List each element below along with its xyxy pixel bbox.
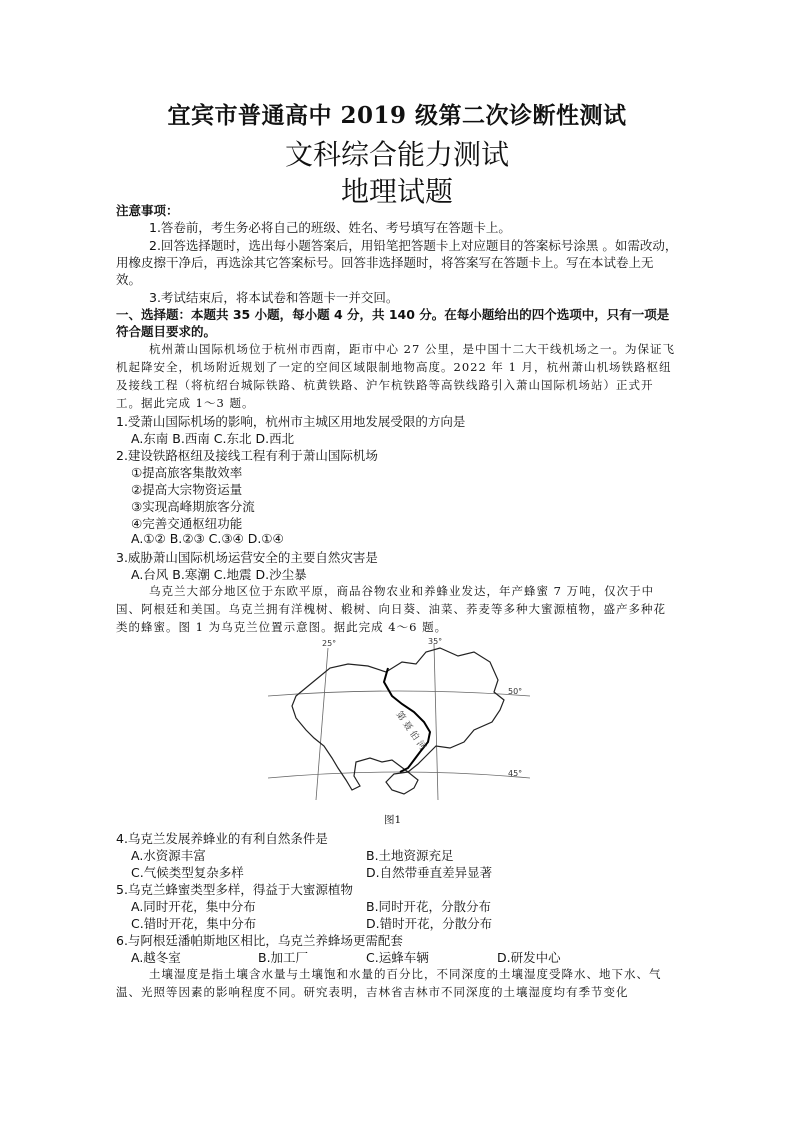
question-3-stem: 3.威胁萧山国际机场运营安全的主要自然灾害是	[116, 550, 378, 565]
lat-label: 45°	[508, 769, 523, 778]
question-6-option-a: A.越冬室	[131, 950, 181, 965]
question-4-option-d: D.自然带垂直差异显著	[366, 865, 493, 880]
question-6-stem: 6.与阿根廷潘帕斯地区相比，乌克兰养蜂场更需配套	[116, 933, 403, 948]
question-4-stem: 4.乌克兰发展养蜂业的有利自然条件是	[116, 831, 328, 846]
section-heading: 一、选择题：本题共 35 小题，每小题 4 分，共 140 分。在每小题给出的四个选项中，只有一项是符合题目要求的。	[116, 307, 670, 339]
question-6-option-b: B.加工厂	[258, 950, 309, 965]
note-item-2: 2.回答选择题时，选出每小题答案后，用铅笔把答题卡上对应题目的答案标号涂黑 。如需改动，用橡皮擦干净后，再选涂其它答案标号。回答非选择题时，将答案写在答题卡上。写在本试卷上无效。	[116, 238, 678, 287]
question-5-stem: 5.乌克兰蜂蜜类型多样，得益于大蜜源植物	[116, 882, 353, 897]
crimea-outline	[386, 772, 418, 794]
question-2-item: ②提高大宗物资运量	[131, 482, 243, 497]
figure-caption: 图1	[384, 814, 402, 826]
question-2-item: ③实现高峰期旅客分流	[131, 499, 255, 514]
ukraine-location-map	[268, 638, 530, 803]
question-3-options: A.台风 B.寒潮 C.地震 D.沙尘暴	[131, 567, 307, 582]
exam-subtitle: 文科综合能力测试	[284, 138, 509, 171]
passage-2: 乌克兰大部分地区位于东欧平原，商品谷物农业和养蜂业发达，年产蜂蜜 7 万吨，仅次于中国、阿根廷和美国。乌克兰拥有洋槐树、椴树、向日葵、油菜、荞麦等多种大蜜源植物，盛产多种花类的蜂蜜。图 1 为乌克兰位置示意图。据此完成 4～6 题。	[116, 584, 666, 634]
question-5-option-b: B.同时开花，分散分布	[366, 899, 492, 914]
lat-label: 50°	[508, 687, 523, 696]
subject-title: 地理试题	[340, 175, 453, 208]
notes-heading: 注意事项：	[116, 203, 179, 218]
passage-3: 土壤湿度是指土壤含水量与土壤饱和水量的百分比，不同深度的土壤湿度受降水、地下水、气温、光照等因素的影响程度不同。研究表明，吉林省吉林市不同深度的土壤湿度均有季节变化	[116, 967, 662, 999]
question-2-stem: 2.建设铁路枢纽及接线工程有利于萧山国际机场	[116, 448, 378, 463]
question-2-item: ④完善交通枢纽功能	[131, 516, 243, 531]
question-4-option-c: C.气候类型复杂多样	[131, 865, 244, 880]
note-item-3: 3.考试结束后，将本试卷和答题卡一并交回。	[149, 290, 399, 305]
question-4-option-b: B.土地资源充足	[366, 848, 454, 863]
river-label: 第 聂 伯 河	[393, 709, 428, 753]
lon-label: 25°	[322, 639, 337, 648]
question-6-option-c: C.运蜂车辆	[366, 950, 429, 965]
lon-label: 35°	[428, 638, 443, 646]
question-6-option-d: D.研发中心	[497, 950, 561, 965]
question-1-options: A.东南 B.西南 C.东北 D.西北	[131, 431, 295, 446]
question-5-option-c: C.错时开花，集中分布	[131, 916, 257, 931]
question-4-option-a: A.水资源丰富	[131, 848, 206, 863]
question-5-option-d: D.错时开花，分散分布	[366, 916, 493, 931]
question-5-option-a: A.同时开花，集中分布	[131, 899, 256, 914]
note-item-1: 1.答卷前，考生务必将自己的班级、姓名、考号填写在答题卡上。	[149, 220, 511, 235]
question-2-options: A.①② B.②③ C.③④ D.①④	[131, 531, 284, 546]
question-1-stem: 1.受萧山国际机场的影响，杭州市主城区用地发展受限的方向是	[116, 414, 466, 429]
exam-title: 宜宾市普通高中 2019 级第二次诊断性测试	[167, 102, 627, 129]
passage-1: 杭州萧山国际机场位于杭州市西南，距市中心 27 公里，是中国十二大干线机场之一。为保证飞机起降安全，机场附近规划了一定的空间区域限制地物高度。2022 年 1 月，杭州萧山机场铁路枢纽及接线工程（将杭绍台城际铁路、杭黄铁路、沪乍杭铁路等高铁线路引入萧山国际机场站）正式开工。据此完成 1～3 题。	[116, 342, 675, 410]
question-2-item: ①提高旅客集散效率	[131, 465, 243, 480]
